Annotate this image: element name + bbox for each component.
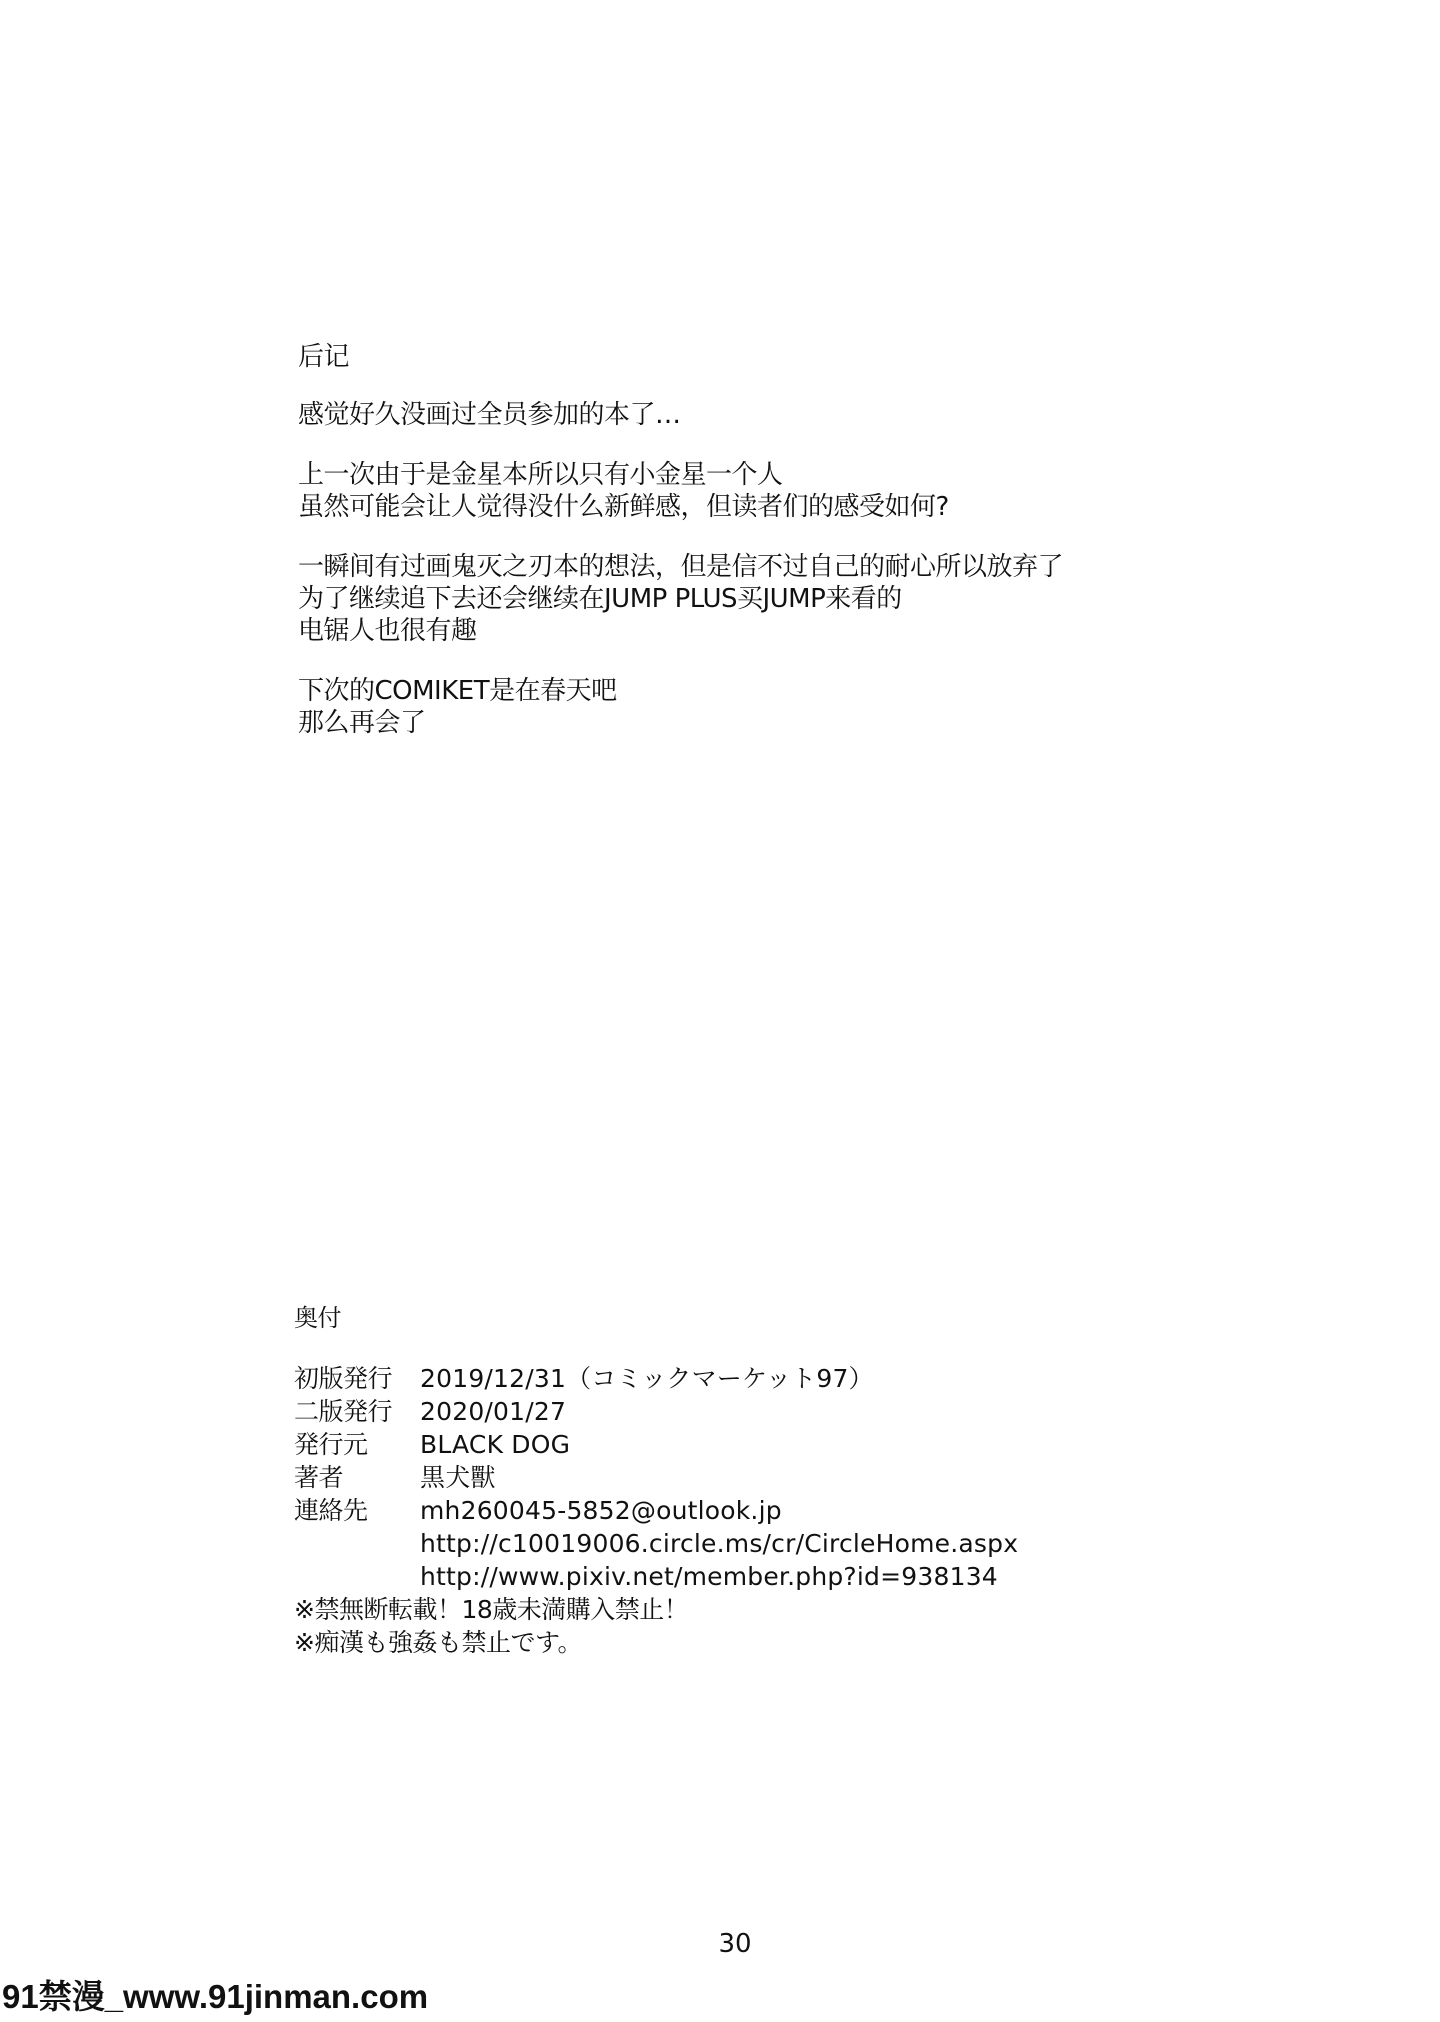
publisher-label: 発行元 bbox=[294, 1430, 368, 1459]
first-edition-value: 2019/12/31（コミックマーケット97） bbox=[420, 1364, 874, 1393]
empty-label bbox=[294, 1560, 420, 1593]
contact-row-continued bbox=[294, 1560, 1194, 1593]
author-label: 著者 bbox=[294, 1463, 344, 1492]
second-edition-value: 2020/01/27 bbox=[420, 1397, 567, 1426]
afterword-line: 为了继续追下去还会继续在JUMP PLUS买JUMP来看的 bbox=[298, 584, 902, 614]
author-row bbox=[294, 1461, 1194, 1494]
publisher-row bbox=[294, 1428, 1194, 1461]
second-edition-row bbox=[294, 1395, 1194, 1428]
contact-circle-url: http://c10019006.circle.ms/cr/CircleHome.aspx bbox=[420, 1529, 1019, 1558]
colophon-note: ※痴漢も強姦も禁止です。 bbox=[294, 1628, 582, 1657]
afterword-title: 后记 bbox=[298, 342, 350, 372]
afterword-line: 那么再会了 bbox=[298, 708, 426, 738]
afterword-line: 电锯人也很有趣 bbox=[298, 616, 477, 646]
afterword-line: 一瞬间有过画鬼灭之刃本的想法，但是信不过自己的耐心所以放弃了 bbox=[298, 552, 1064, 582]
contact-row-continued bbox=[294, 1527, 1194, 1560]
colophon-note: ※禁無断転載！18歳未満購入禁止！ bbox=[294, 1595, 689, 1624]
publisher-value: BLACK DOG bbox=[420, 1430, 571, 1459]
empty-label bbox=[294, 1527, 420, 1560]
second-edition-label: 二版発行 bbox=[294, 1397, 393, 1426]
first-edition-row bbox=[294, 1362, 1194, 1395]
colophon-section bbox=[294, 1302, 1194, 1659]
afterword-section bbox=[298, 341, 1198, 739]
colophon-title: 奥付 bbox=[294, 1304, 341, 1332]
contact-pixiv-url: http://www.pixiv.net/member.php?id=938134 bbox=[420, 1562, 998, 1591]
afterword-line: 虽然可能会让人觉得没什么新鲜感，但读者们的感受如何? bbox=[298, 492, 949, 522]
author-value: 黒犬獸 bbox=[420, 1463, 496, 1492]
watermark-text: 91禁漫_www.91jinman.com bbox=[2, 1975, 434, 2019]
contact-row bbox=[294, 1494, 1194, 1527]
afterword-line: 上一次由于是金星本所以只有小金星一个人 bbox=[298, 460, 783, 490]
contact-label: 連絡先 bbox=[294, 1496, 368, 1525]
contact-email: mh260045-5852@outlook.jp bbox=[420, 1496, 782, 1525]
afterword-line: 感觉好久没画过全员参加的本了… bbox=[298, 400, 681, 430]
first-edition-label: 初版発行 bbox=[294, 1364, 393, 1393]
page-number: 30 bbox=[718, 1929, 752, 1959]
afterword-line: 下次的COMIKET是在春天吧 bbox=[298, 676, 617, 706]
